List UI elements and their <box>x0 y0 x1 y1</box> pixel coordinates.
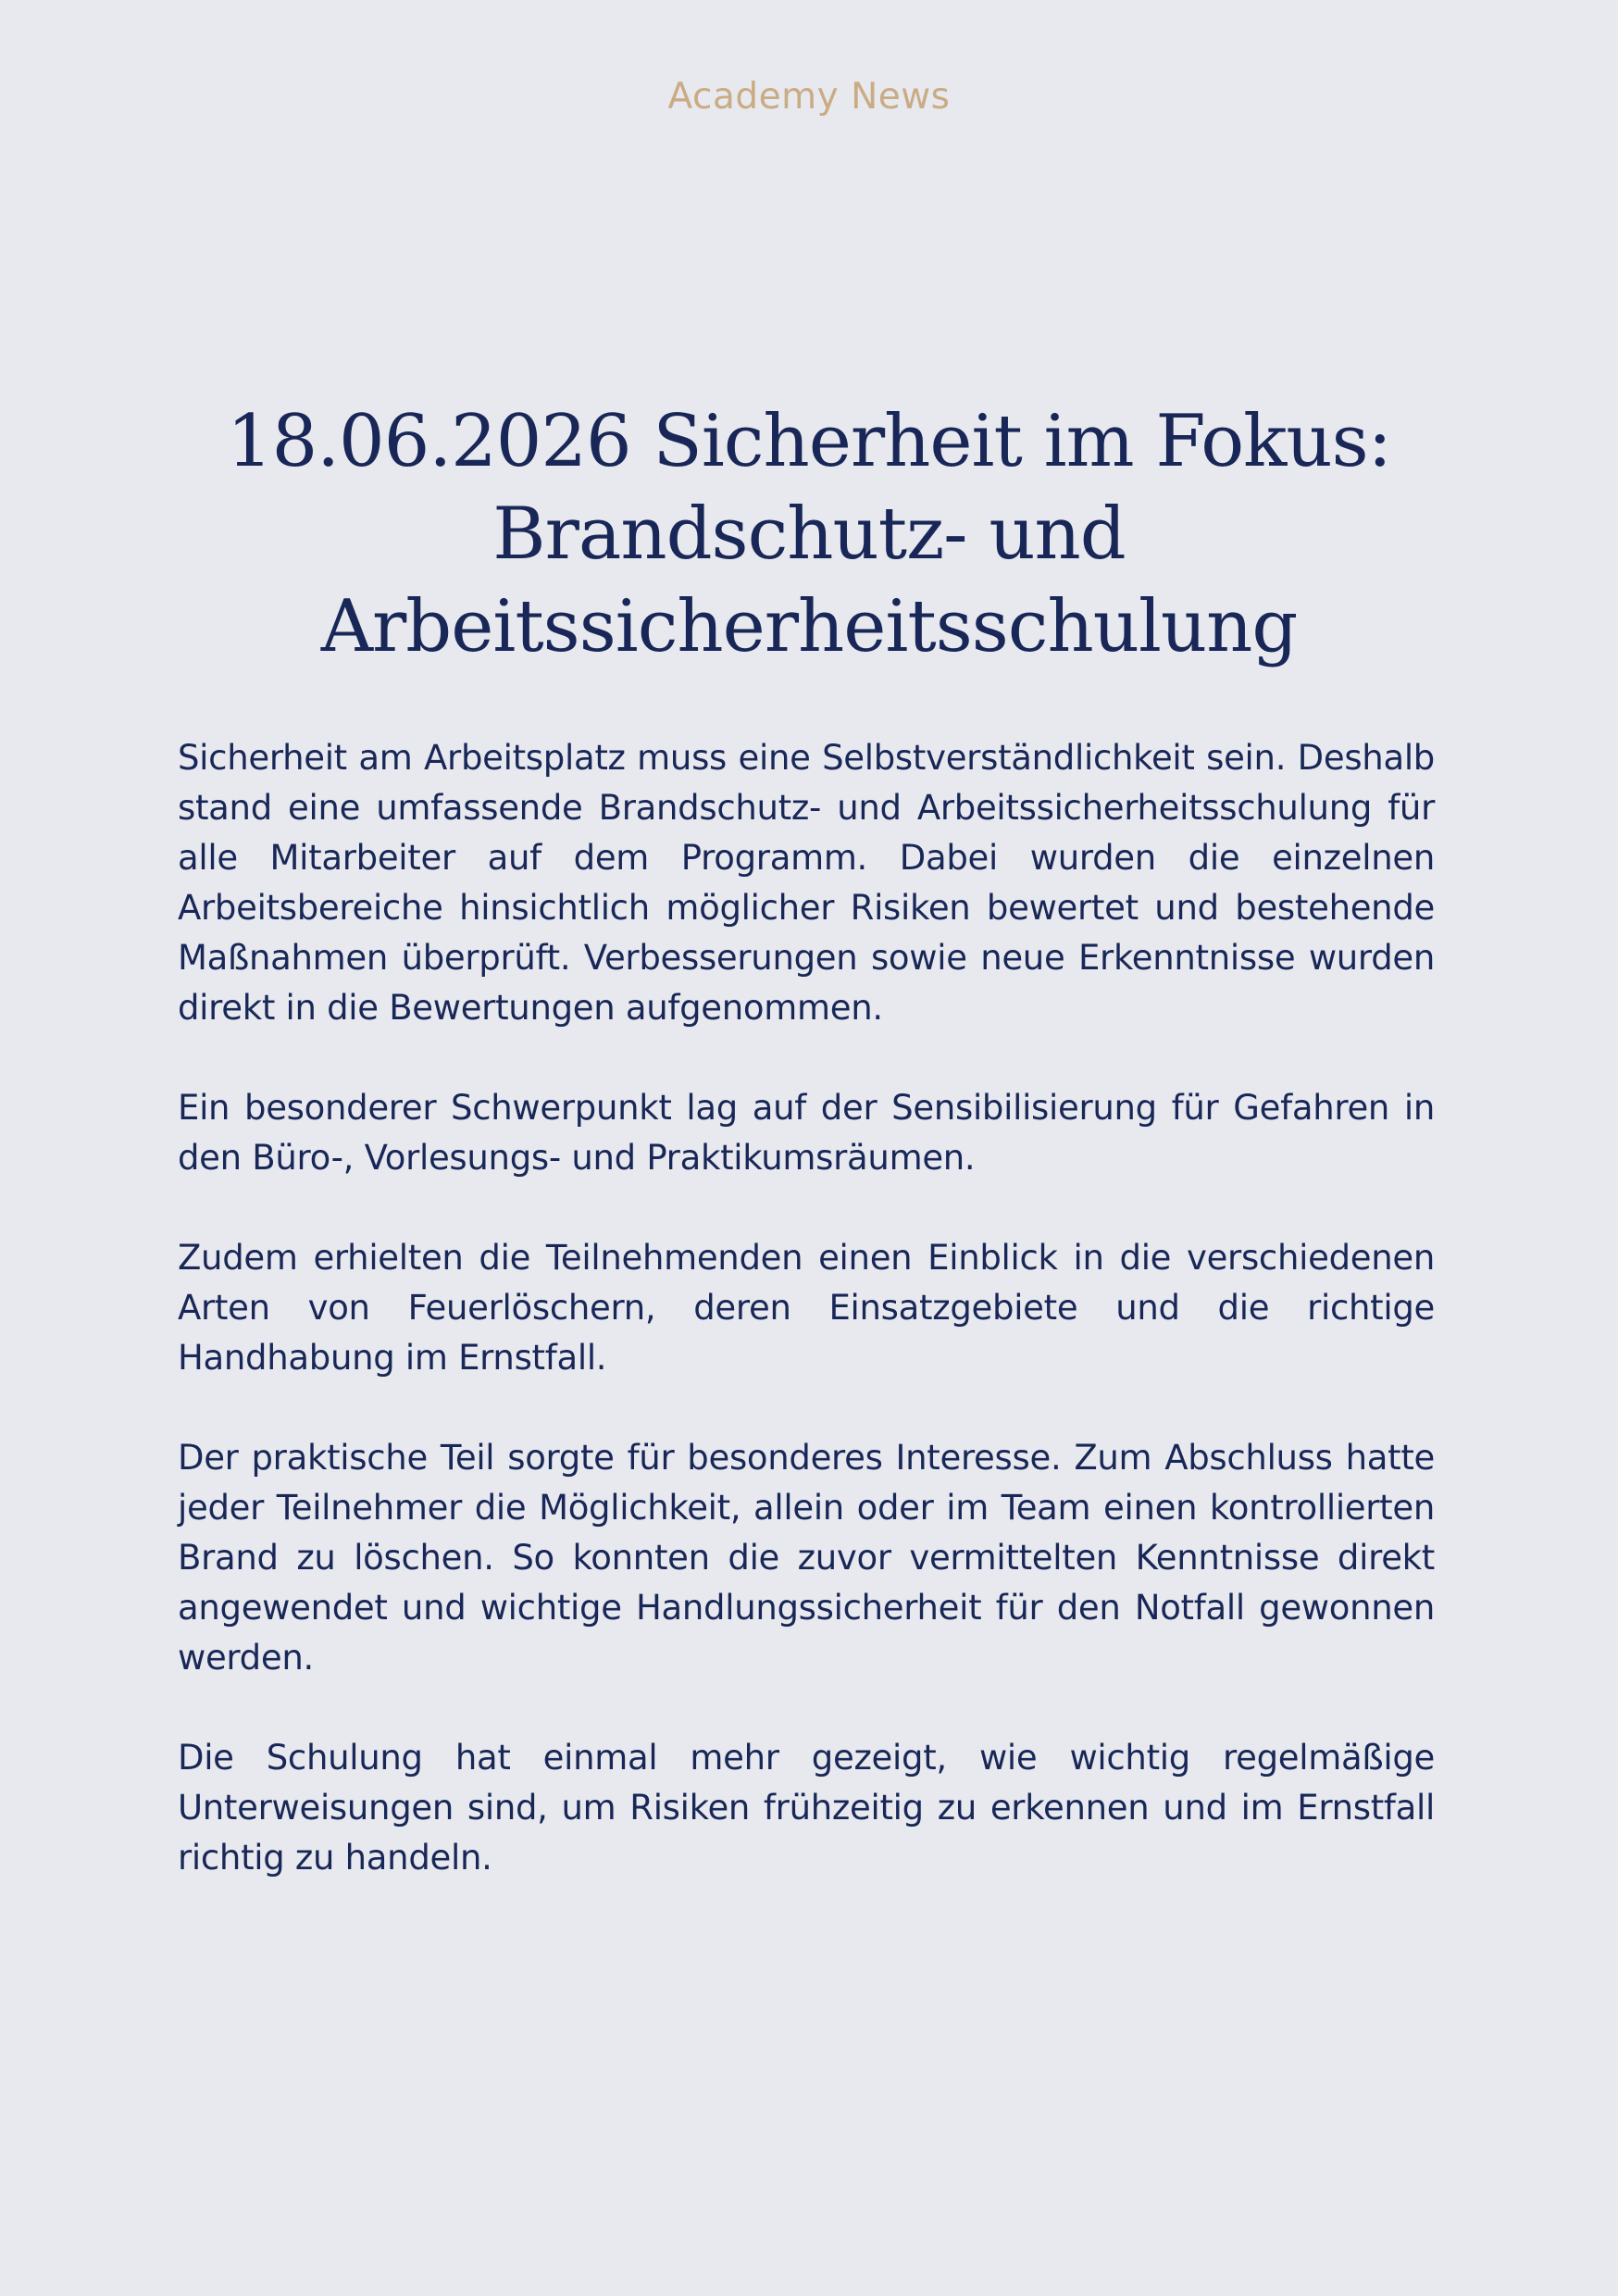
article-title-line: 18.06.2026 Sicherheit im Fokus: <box>227 400 1391 483</box>
article-title <box>178 395 1440 673</box>
article-title-line: Arbeitssicherheitsschulung <box>320 585 1298 668</box>
article-body <box>178 733 1435 1883</box>
article-paragraph: Zudem erhielten die Teilnehmenden einen Einblick in die verschiedenen Arten von Feuerlöschern, deren Einsatzgebiete und die richtige Handhabung im Ernstfall. <box>178 1238 1435 1378</box>
publication-label: Academy News <box>667 76 951 118</box>
article-paragraph: Die Schulung hat einmal mehr gezeigt, wie wichtig regelmäßige Unterweisungen sind, um Risiken frühzeitig zu erkennen und im Ernstfall richtig zu handeln. <box>178 1738 1435 1878</box>
article-paragraph: Der praktische Teil sorgte für besonderes Interesse. Zum Abschluss hatte jeder Teilnehmer die Möglichkeit, allein oder im Team einen kontrollierten Brand zu löschen. So konnten die zuvor vermittelten Kenntnisse direkt angewendet und wichtige Handlungssicherheit für den Notfall gewonnen werden. <box>178 1438 1435 1678</box>
article-paragraph: Ein besonderer Schwerpunkt lag auf der Sensibilisierung für Gefahren in den Büro-, Vorlesungs- und Praktikumsräumen. <box>178 1088 1435 1178</box>
article-paragraph: Sicherheit am Arbeitsplatz muss eine Selbstverständlichkeit sein. Deshalb stand eine umfassende Brandschutz- und Arbeitssicherheitsschulung für alle Mitarbeiter auf dem Programm. Dabei wurden die einzelnen Arbeitsbereiche hinsichtlich möglicher Risiken bewertet und bestehende Maßnahmen überprüft. Verbesserungen sowie neue Erkenntnisse wurden direkt in die Bewertungen aufgenommen. <box>178 738 1435 1028</box>
article-title-line: Brandschutz- und <box>492 493 1126 576</box>
